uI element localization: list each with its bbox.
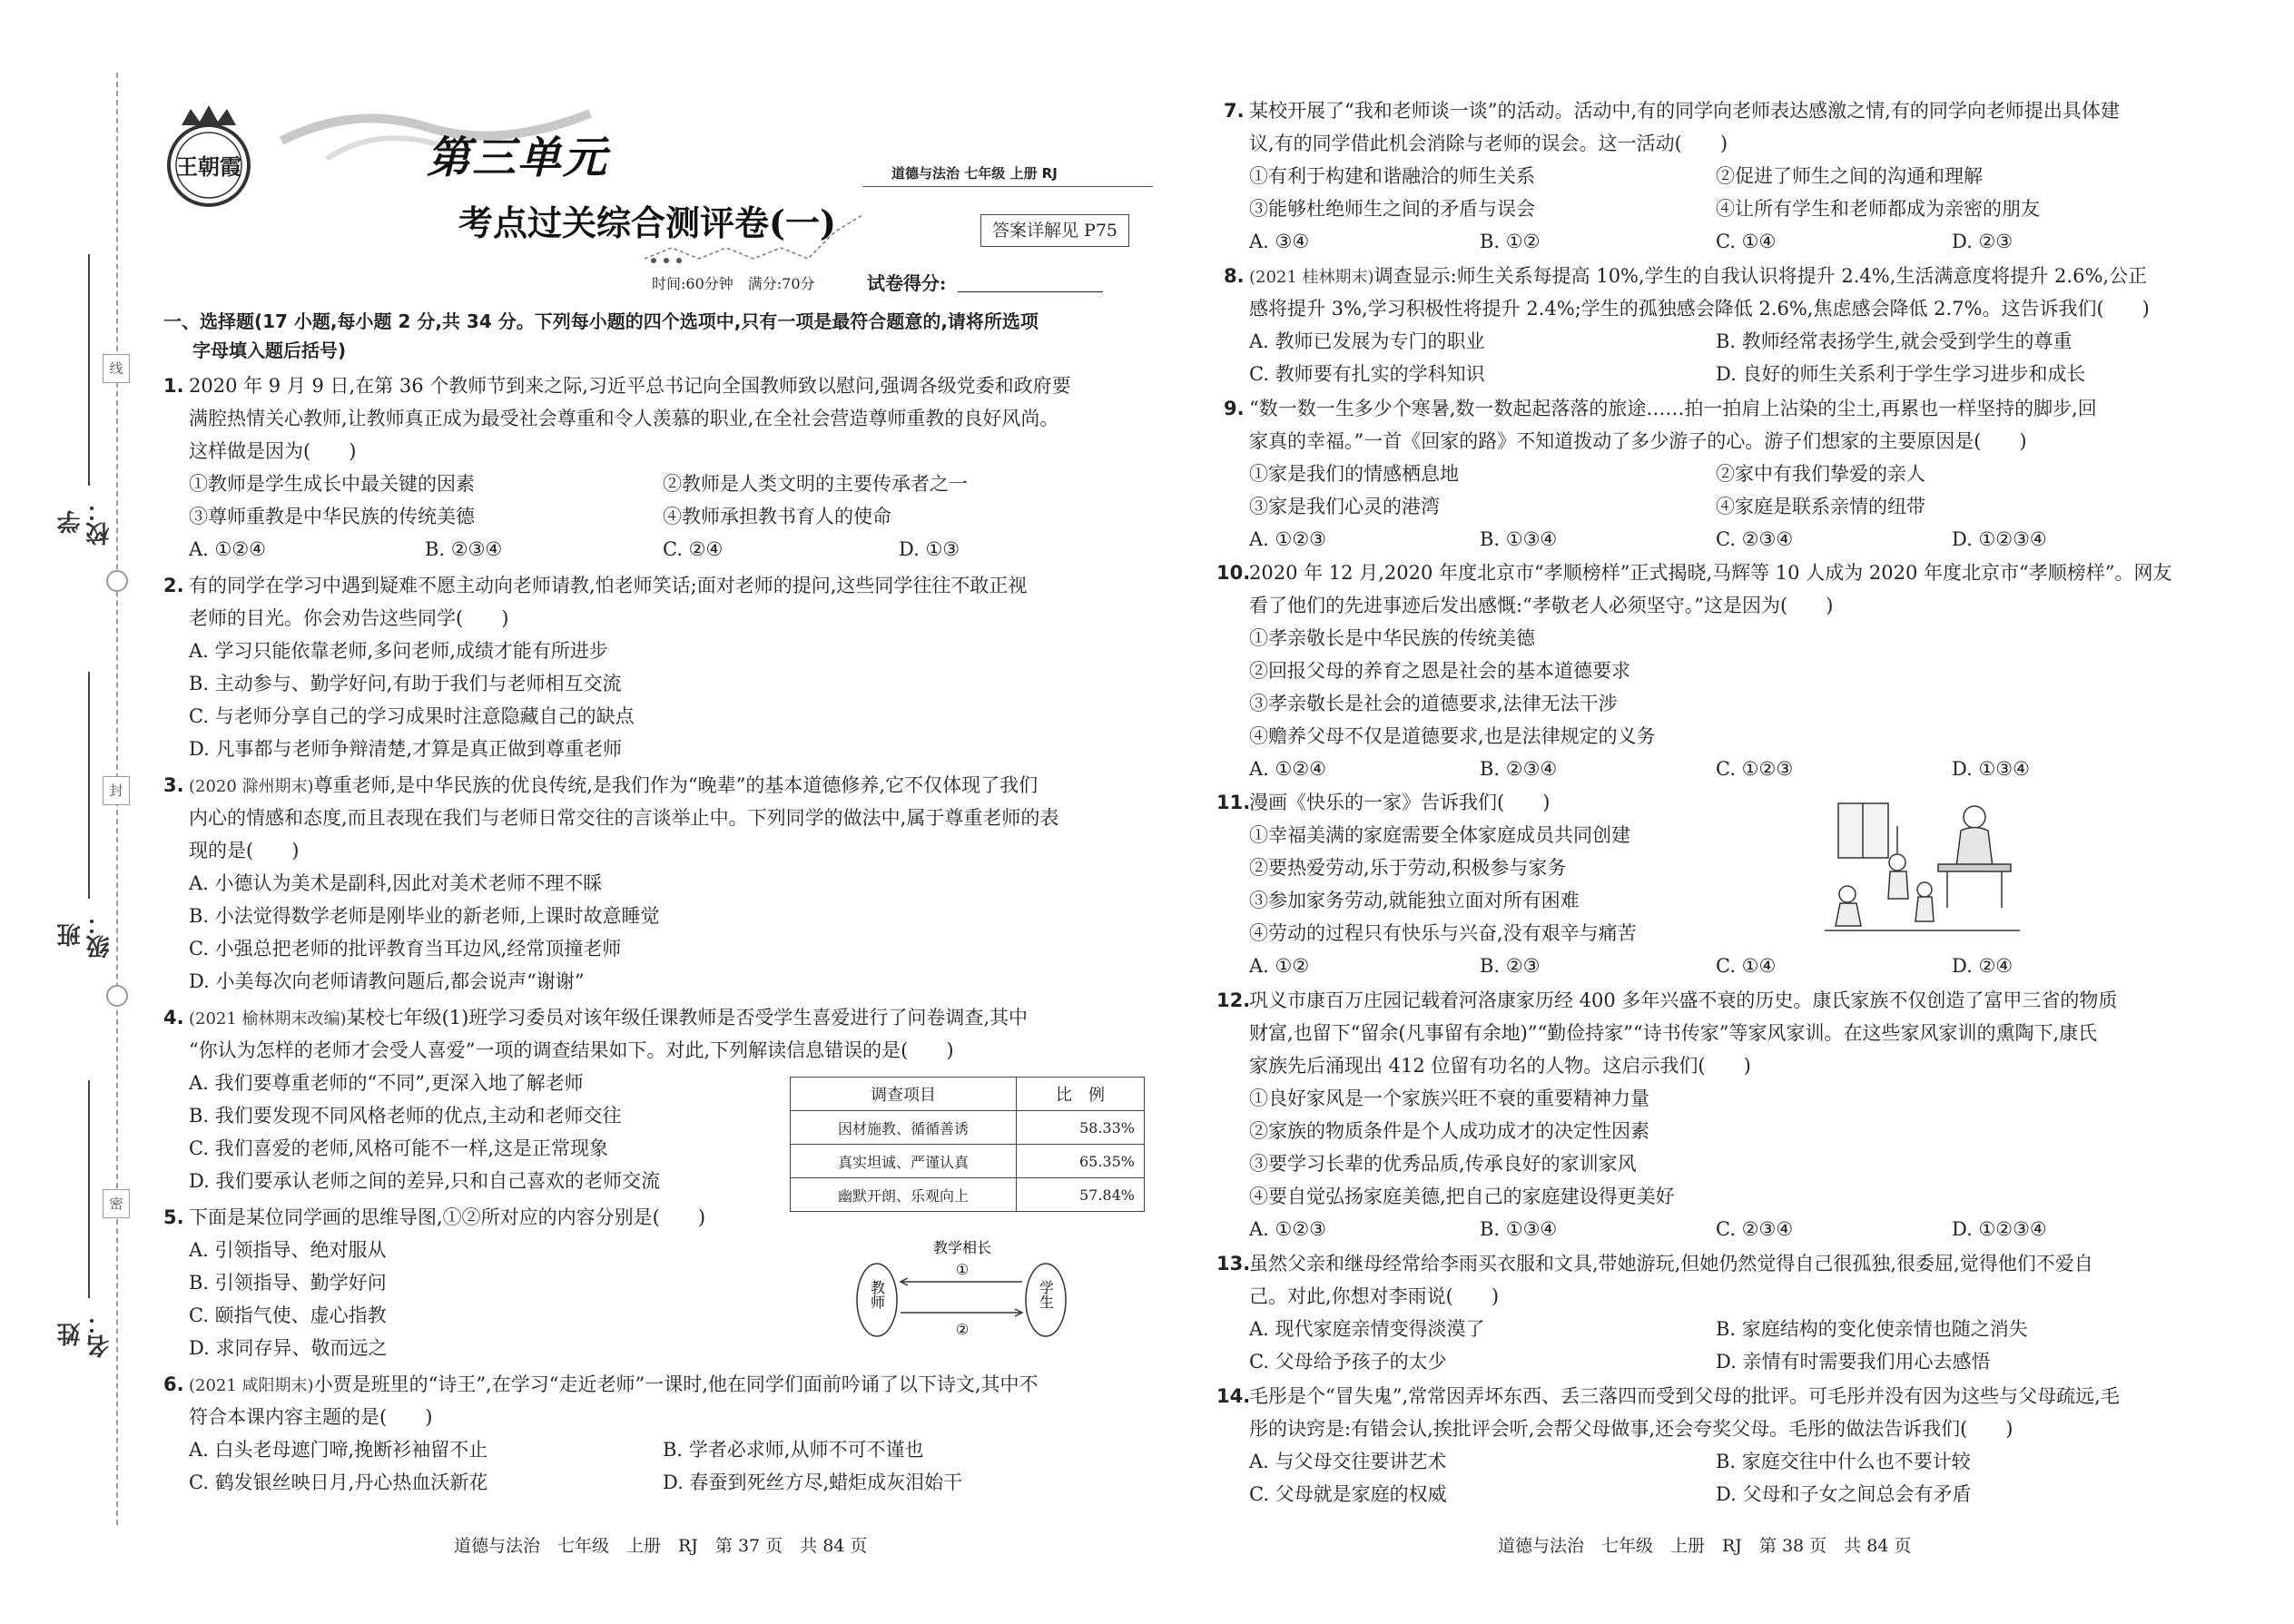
survey-cell: 58.33% <box>1017 1111 1145 1145</box>
q7-stmt3: ③能够杜绝师生之间的矛盾与误会 <box>1249 198 1535 220</box>
q2-option-c[interactable]: C. 与老师分享自己的学习成果时注意隐藏自己的缺点 <box>189 705 635 727</box>
q3-option-c[interactable]: C. 小强总把老师的批评教育当耳边风,经常顶撞老师 <box>189 938 622 960</box>
q13-line2: 己。对此,你想对李雨说( ) <box>1249 1285 1500 1307</box>
q9-option-d[interactable]: D. ①②③④ <box>1952 528 2047 550</box>
q7-option-c[interactable]: C. ①④ <box>1716 231 1777 252</box>
q10-option-a[interactable]: A. ①②④ <box>1249 758 1326 780</box>
q10-stmt4: ④赡养父母不仅是道德要求,也是法律规定的义务 <box>1249 725 1656 747</box>
q1-stmt4: ④教师承担教书育人的使命 <box>663 506 891 527</box>
mindmap-left: 教师 <box>868 1280 886 1309</box>
class-label: 班级： <box>57 911 113 959</box>
q8-option-c[interactable]: C. 教师要有扎实的学科知识 <box>1249 363 1485 385</box>
question-number: 10. <box>1216 562 1251 584</box>
q2-option-b[interactable]: B. 主动参与、勤学好问,有助于我们与老师相互交流 <box>189 673 622 694</box>
table-row <box>791 1145 1145 1178</box>
page-footer-right: 道德与法治 七年级 上册 RJ 第 38 页 共 84 页 <box>1498 1536 1912 1556</box>
q6-line2: 符合本课内容主题的是( ) <box>189 1406 433 1428</box>
question-number: 5. <box>163 1206 184 1228</box>
q13-option-b[interactable]: B. 家庭结构的变化使亲情也随之消失 <box>1716 1318 2028 1340</box>
q11-stmt2: ②要热爱劳动,乐于劳动,积极参与家务 <box>1249 857 1567 879</box>
q14-option-b[interactable]: B. 家庭交往中什么也不要计较 <box>1716 1451 1971 1472</box>
q2-option-d[interactable]: D. 凡事都与老师争辩清楚,才算是真正做到尊重老师 <box>189 738 623 760</box>
q12-line1: 巩义市康百万庄园记载着河洛康家历经 400 多年兴盛不衰的历史。康氏家族不仅创造了富甲三省的物质 <box>1249 989 2118 1011</box>
q11-option-a[interactable]: A. ①② <box>1249 955 1310 977</box>
seal-mark-xian: 线 <box>103 354 130 383</box>
binding-hole <box>106 570 128 592</box>
q12-stmt1: ①良好家风是一个家族兴旺不衰的重要精神力量 <box>1249 1088 1649 1109</box>
q9-option-b[interactable]: B. ①③④ <box>1480 528 1558 550</box>
q8-line2: 感将提升 3%,学习积极性将提升 2.4%;学生的孤独感会降低 2.6%,焦虑感会降低 2.7%。这告诉我们( ) <box>1249 298 2150 320</box>
q13-option-a[interactable]: A. 现代家庭亲情变得淡漠了 <box>1249 1318 1485 1340</box>
q7-option-a[interactable]: A. ③④ <box>1249 231 1310 252</box>
question-number: 1. <box>163 375 184 397</box>
survey-cell: 幽默开朗、乐观向上 <box>791 1178 1017 1212</box>
family-cartoon <box>1825 799 2020 935</box>
name-field[interactable] <box>88 1080 90 1298</box>
q3-line1-text: 尊重老师,是中华民族的优良传统,是我们作为“晚辈”的基本道德修养,它不仅体现了我们 <box>313 774 1039 796</box>
q7-line2: 议,有的同学借此机会消除与老师的误会。这一活动( ) <box>1249 133 1728 154</box>
q12-stmt2: ②家族的物质条件是个人成功成才的决定性因素 <box>1249 1120 1649 1142</box>
q4-line1 <box>189 1005 1028 1032</box>
q12-line3: 家族先后涌现出 412 位留有功名的人物。这启示我们( ) <box>1249 1055 1751 1077</box>
q2-line2: 老师的目光。你会劝告这些同学( ) <box>189 607 509 629</box>
q11-stmt4: ④劳动的过程只有快乐与兴奋,没有艰辛与痛苦 <box>1249 922 1637 944</box>
q5-option-d[interactable]: D. 求同存异、敬而远之 <box>189 1337 388 1359</box>
q8-line1-text: 调查显示:师生关系每提高 10%,学生的自我认识将提升 2.4%,生活满意度将提升 2.6%,公正 <box>1373 265 2148 287</box>
q6-option-d[interactable]: D. 春蚕到死丝方尽,蜡炬成灰泪始干 <box>663 1471 963 1493</box>
answer-ref-box <box>980 214 1129 247</box>
q7-stmt4: ④让所有学生和老师都成为亲密的朋友 <box>1716 198 2040 220</box>
q3-line2: 内心的情感和态度,而且表现在我们与老师日常交往的言谈举止中。下列同学的做法中,属于尊重老师的表 <box>189 807 1059 829</box>
q6-option-c[interactable]: C. 鹤发银丝映日月,丹心热血沃新花 <box>189 1471 488 1493</box>
q10-stmt3: ③孝亲敬长是社会的道德要求,法律无法干涉 <box>1249 693 1618 714</box>
q12-option-b[interactable]: B. ①③④ <box>1480 1218 1558 1240</box>
q12-option-a[interactable]: A. ①②③ <box>1249 1218 1326 1240</box>
q3-source: (2020 滁州期末) <box>189 777 314 796</box>
q1-line3: 这样做是因为( ) <box>189 440 357 462</box>
q1-stmt2: ②教师是人类文明的主要传承者之一 <box>663 473 968 495</box>
q14-line1: 毛彤是个“冒失鬼”,常常因弄坏东西、丢三落四而受到父母的批评。可毛彤并没有因为这些与父母疏远,毛 <box>1249 1385 2120 1407</box>
book-tag: 道德与法治 七年级 上册 RJ <box>891 165 1058 182</box>
survey-cell: 57.84% <box>1017 1178 1145 1212</box>
paper-subtitle: 考点过关综合测评卷(一) <box>458 202 836 243</box>
q10-option-b[interactable]: B. ②③④ <box>1480 758 1558 780</box>
q8-option-b[interactable]: B. 教师经常表扬学生,就会受到学生的尊重 <box>1716 330 2072 352</box>
q6-option-b[interactable]: B. 学者必求师,从师不可不谨也 <box>663 1439 924 1461</box>
score-field[interactable] <box>958 291 1103 292</box>
q9-line1: “数一数一生多少个寒暑,数一数起起落落的旅途……拍一拍肩上沾染的尘土,再累也一样坚持的脚步,回 <box>1249 398 2097 419</box>
q10-line1: 2020 年 12 月,2020 年度北京市“孝顺榜样”正式揭晓,马辉等 10 人成为 2020 年度北京市“孝顺榜样”。网友 <box>1249 562 2172 584</box>
q7-stmt1: ①有利于构建和谐融洽的师生关系 <box>1249 165 1535 187</box>
table-row <box>791 1111 1145 1145</box>
class-field[interactable] <box>88 672 90 899</box>
score-label: 试卷得分: <box>867 272 947 294</box>
q4-line1-text: 某校七年级(1)班学习委员对该年级任课教师是否受学生喜爱进行了问卷调查,其中 <box>346 1007 1028 1029</box>
seal-mark-mi: 密 <box>103 1189 130 1218</box>
survey-cell: 真实坦诚、严谨认真 <box>791 1145 1017 1178</box>
q11-stmt3: ③参加家务劳动,就能独立面对所有困难 <box>1249 890 1580 911</box>
q7-option-b[interactable]: B. ①② <box>1480 231 1541 252</box>
mind-map <box>853 1235 1071 1343</box>
mindmap-right: 学生 <box>1037 1280 1055 1309</box>
page-footer-left: 道德与法治 七年级 上册 RJ 第 37 页 共 84 页 <box>454 1536 868 1556</box>
q11-option-c[interactable]: C. ①④ <box>1716 955 1777 977</box>
q14-option-a[interactable]: A. 与父母交往要讲艺术 <box>1249 1451 1447 1472</box>
q4-option-a[interactable]: A. 我们要尊重老师的“不同”,更深入地了解老师 <box>189 1072 584 1094</box>
section-intro-line2: 字母填入题后括号) <box>192 340 347 361</box>
q11-option-d[interactable]: D. ②④ <box>1952 955 2013 977</box>
q3-line3: 现的是( ) <box>189 840 300 861</box>
q1-option-c[interactable]: C. ②④ <box>663 538 724 560</box>
q4-line2: “你认为怎样的老师才会受人喜爱”一项的调查结果如下。对此,下列解读信息错误的是( ) <box>189 1039 954 1061</box>
unit-title: 第三单元 <box>427 133 609 183</box>
q3-option-b[interactable]: B. 小法觉得数学老师是刚毕业的新老师,上课时故意睡觉 <box>189 905 660 927</box>
q12-option-d[interactable]: D. ①②③④ <box>1952 1218 2047 1240</box>
q12-stmt4: ④要自觉弘扬家庭美德,把自己的家庭建设得更美好 <box>1249 1186 1675 1207</box>
q3-line1 <box>189 773 1038 800</box>
question-number: 6. <box>163 1373 184 1395</box>
q13-option-c[interactable]: C. 父母给予孩子的太少 <box>1249 1351 1447 1373</box>
q7-line1: 某校开展了“我和老师谈一谈”的活动。活动中,有的同学向老师表达感激之情,有的同学向老师提出具体建 <box>1249 100 2120 122</box>
q12-line2: 财富,也留下“留余(凡事留有余地)”“勤俭持家”“诗书传家”等家风家训。在这些家风家训的熏陶下,康氏 <box>1249 1022 2098 1044</box>
q10-option-d[interactable]: D. ①③④ <box>1952 758 2030 780</box>
q4-option-d[interactable]: D. 我们要承认老师之间的差异,只和自己喜欢的老师交流 <box>189 1170 661 1192</box>
q5-option-c[interactable]: C. 颐指气使、虚心指教 <box>189 1304 387 1326</box>
q12-stmt3: ③要学习长辈的优秀品质,传承良好的家训家风 <box>1249 1153 1637 1175</box>
question-number: 4. <box>163 1007 184 1029</box>
mindmap-arrow1: ① <box>955 1261 970 1278</box>
mindmap-top: 教学相长 <box>932 1239 992 1256</box>
question-number: 3. <box>163 774 184 796</box>
header-rule <box>862 186 1153 187</box>
q11-option-b[interactable]: B. ②③ <box>1480 955 1541 977</box>
q6-option-a[interactable]: A. 白头老母遮门啼,挽断衫袖留不止 <box>189 1439 488 1461</box>
name-label: 姓名： <box>57 1311 113 1358</box>
q7-option-d[interactable]: D. ②③ <box>1952 231 2013 252</box>
table-row <box>791 1178 1145 1212</box>
q14-option-c[interactable]: C. 父母就是家庭的权威 <box>1249 1483 1447 1505</box>
svg-text:王朝霞: 王朝霞 <box>176 153 241 180</box>
q9-stmt4: ④家庭是联系亲情的纽带 <box>1716 496 1925 517</box>
q4-option-b[interactable]: B. 我们要发现不同风格老师的优点,主动和老师交往 <box>189 1105 622 1127</box>
question-number: 14. <box>1216 1385 1251 1407</box>
question-number: 12. <box>1216 989 1251 1011</box>
q1-option-d[interactable]: D. ①③ <box>899 538 960 560</box>
q5-line1: 下面是某位同学画的思维导图,①②所对应的内容分别是( ) <box>189 1206 706 1228</box>
question-number: 13. <box>1216 1253 1251 1275</box>
binding-hole <box>106 985 128 1007</box>
time-score: 时间:60分钟 满分:70分 <box>652 275 815 292</box>
survey-header-ratio: 比 例 <box>1017 1078 1145 1111</box>
q13-option-d[interactable]: D. 亲情有时需要我们用心去感悟 <box>1716 1351 1991 1373</box>
q6-line1 <box>189 1372 1039 1399</box>
q1-option-b[interactable]: B. ②③④ <box>425 538 503 560</box>
question-number: 7. <box>1224 100 1245 122</box>
q10-line2: 看了他们的先进事迹后发出感慨:“孝敬老人必须坚守。”这是因为( ) <box>1249 595 1834 616</box>
q9-option-c[interactable]: C. ②③④ <box>1716 528 1794 550</box>
q1-stmt3: ③尊师重教是中华民族的传统美德 <box>189 506 475 527</box>
question-number: 9. <box>1224 398 1245 419</box>
q9-stmt2: ②家中有我们挚爱的亲人 <box>1716 463 1925 485</box>
q10-stmt1: ①孝亲敬长是中华民族的传统美德 <box>1249 627 1535 649</box>
question-number: 11. <box>1216 792 1251 813</box>
q3-option-a[interactable]: A. 小德认为美术是副科,因此对美术老师不理不睬 <box>189 872 603 894</box>
survey-cell: 65.35% <box>1017 1145 1145 1178</box>
q9-option-a[interactable]: A. ①②③ <box>1249 528 1326 550</box>
q8-line1 <box>1249 263 2147 290</box>
q5-option-a[interactable]: A. 引领指导、绝对服从 <box>189 1239 387 1261</box>
q2-line1: 有的同学在学习中遇到疑难不愿主动向老师请教,怕老师笑话;面对老师的提问,这些同学往往不敢正视 <box>189 575 1028 596</box>
survey-table <box>790 1077 1145 1212</box>
school-field[interactable] <box>88 254 90 486</box>
q1-line2: 满腔热情关心教师,让教师真正成为最受社会尊重和令人羡慕的职业,在全社会营造尊师重教的良好风尚。 <box>189 408 1059 429</box>
q1-line1: 2020 年 9 月 9 日,在第 36 个教师节到来之际,习近平总书记向全国教师致以慰问,强调各级党委和政府要 <box>189 375 1071 397</box>
seal-mark-feng: 封 <box>103 776 130 805</box>
survey-header-item: 调查项目 <box>791 1078 1017 1111</box>
q3-option-d[interactable]: D. 小美每次向老师请教问题后,都会说声“谢谢” <box>189 970 585 992</box>
answer-ref: 答案详解见 P75 <box>992 221 1118 241</box>
q12-option-c[interactable]: C. ②③④ <box>1716 1218 1794 1240</box>
q9-line2: 家真的幸福。”一首《回家的路》不知道拨动了多少游子的心。游子们想家的主要原因是( ) <box>1249 430 2027 452</box>
q4-source: (2021 榆林期末改编) <box>189 1009 347 1029</box>
mindmap-arrow2: ② <box>955 1321 970 1338</box>
q8-option-d[interactable]: D. 良好的师生关系利于学生学习进步和成长 <box>1716 363 2086 385</box>
section-intro-line1: 一、选择题(17 小题,每小题 2 分,共 34 分。下列每小题的四个选项中,只有一项是最符合题意的,请将所选项 <box>163 310 1039 332</box>
q8-option-a[interactable]: A. 教师已发展为专门的职业 <box>1249 330 1485 352</box>
q1-stmt1: ①教师是学生成长中最关键的因素 <box>189 473 475 495</box>
q9-stmt1: ①家是我们的情感栖息地 <box>1249 463 1459 485</box>
q5-option-b[interactable]: B. 引领指导、勤学好问 <box>189 1272 387 1294</box>
q11-line1: 漫画《快乐的一家》告诉我们( ) <box>1249 792 1551 813</box>
q10-stmt2: ②回报父母的养育之恩是社会的基本道德要求 <box>1249 660 1630 682</box>
q10-option-c[interactable]: C. ①②③ <box>1716 758 1794 780</box>
q6-line1-text: 小贾是班里的“诗王”,在学习“走近老师”一课时,他在同学们面前吟诵了以下诗文,其中不 <box>313 1373 1039 1395</box>
school-label: 学校： <box>57 498 113 546</box>
q13-line1: 虽然父亲和继母经常给李雨买衣服和文具,带她游玩,但她仍然觉得自己很孤独,很委屈,觉得他们不爱自 <box>1249 1253 2093 1275</box>
question-number: 8. <box>1224 265 1245 287</box>
q1-option-a[interactable]: A. ①②④ <box>189 538 266 560</box>
q7-stmt2: ②促进了师生之间的沟通和理解 <box>1716 165 1983 187</box>
question-number: 2. <box>163 575 184 596</box>
q8-source: (2021 桂林期末) <box>1249 268 1374 287</box>
zigzag-decoration <box>635 204 881 268</box>
q2-option-a[interactable]: A. 学习只能依靠老师,多问老师,成绩才能有所进步 <box>189 640 608 662</box>
q4-option-c[interactable]: C. 我们喜爱的老师,风格可能不一样,这是正常现象 <box>189 1137 609 1159</box>
q6-source: (2021 咸阳期末) <box>189 1376 314 1395</box>
q11-stmt1: ①幸福美满的家庭需要全体家庭成员共同创建 <box>1249 824 1630 846</box>
q14-line2: 彤的诀窍是:有错会认,挨批评会听,会帮父母做事,还会夸奖父母。毛彤的做法告诉我们( ) <box>1249 1418 2013 1440</box>
q14-option-d[interactable]: D. 父母和子女之间总会有矛盾 <box>1716 1483 1972 1505</box>
q9-stmt3: ③家是我们心灵的港湾 <box>1249 496 1440 517</box>
survey-cell: 因材施教、循循善诱 <box>791 1111 1017 1145</box>
brand-logo <box>154 100 263 209</box>
